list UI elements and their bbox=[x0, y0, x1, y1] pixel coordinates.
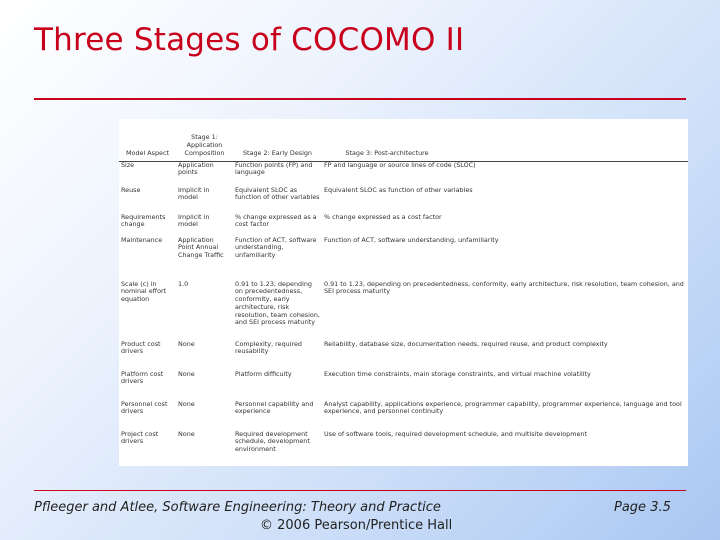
header-stage-1: Stage 1: Application Composition bbox=[184, 133, 225, 157]
table-row bbox=[119, 162, 688, 187]
cell-stage-3: Equivalent SLOC as function of other variables bbox=[324, 185, 473, 194]
cell-stage-2: Personnel capability and experience bbox=[235, 399, 314, 416]
cell-stage-1: None bbox=[178, 339, 195, 348]
cell-stage-1: Implicit in model bbox=[178, 185, 210, 202]
cocomo-table-image bbox=[119, 119, 688, 466]
page-number: Page 3.5 bbox=[614, 500, 671, 515]
cell-stage-2: Function points (FP) and language bbox=[235, 160, 313, 177]
cell-stage-2: Function of ACT, software understanding, unfamiliarity bbox=[235, 235, 317, 260]
table-row bbox=[119, 371, 688, 401]
title-divider bbox=[34, 98, 686, 100]
table-row bbox=[119, 187, 688, 214]
cell-stage-3: 0.91 to 1.23, depending on precedentedness, conformity, early architecture, risk resolution, team cohesion, and SEI process maturity bbox=[324, 279, 684, 296]
cell-aspect: Scale (c) in nominal effort equation bbox=[121, 279, 167, 304]
cell-stage-3: % change expressed as a cost factor bbox=[324, 212, 442, 221]
footer-citation: Pfleeger and Atlee, Software Engineering: Theory and Practice bbox=[34, 500, 441, 515]
cell-stage-3: Function of ACT, software understanding, unfamiliarity bbox=[324, 235, 499, 244]
cell-stage-3: FP and language or source lines of code (SLOC) bbox=[324, 160, 476, 169]
cell-stage-1: None bbox=[178, 429, 195, 438]
cocomo-stages-table bbox=[119, 127, 688, 459]
cell-aspect: Platform cost drivers bbox=[121, 369, 164, 386]
cell-aspect: Personnel cost drivers bbox=[121, 399, 168, 416]
cell-stage-1: 1.0 bbox=[178, 279, 189, 288]
cell-stage-2: % change expressed as a cost factor bbox=[235, 212, 317, 229]
footer-copyright: © 2006 Pearson/Prentice Hall bbox=[260, 518, 453, 533]
cell-stage-1: Implicit in model bbox=[178, 212, 210, 229]
footer-credit bbox=[34, 500, 464, 533]
cell-aspect: Maintenance bbox=[121, 235, 163, 244]
cell-stage-3: Use of software tools, required development schedule, and multisite development bbox=[324, 429, 587, 438]
cell-aspect: Product cost drivers bbox=[121, 339, 161, 356]
cell-stage-1: None bbox=[178, 369, 195, 378]
cell-aspect: Reuse bbox=[121, 185, 141, 194]
cell-stage-2: Required development schedule, development environment bbox=[235, 429, 310, 454]
table-row bbox=[119, 281, 688, 341]
slide-title: Three Stages of COCOMO II bbox=[34, 22, 465, 58]
table-row bbox=[119, 237, 688, 281]
cell-stage-1: Application points bbox=[178, 160, 214, 177]
cell-stage-2: 0.91 to 1.23, depending on precedentedness, conformity, early architecture, risk resolution, team cohesion, and SEI process maturity bbox=[235, 279, 320, 327]
cell-stage-1: None bbox=[178, 399, 195, 408]
table-row bbox=[119, 431, 688, 459]
cell-stage-3: Analyst capability, applications experience, programmer capability, programmer experience, language and tool experience, and personnel continuity bbox=[324, 399, 682, 416]
cell-stage-2: Complexity, required reusability bbox=[235, 339, 302, 356]
cell-stage-1: Application Point Annual Change Traffic bbox=[178, 235, 224, 260]
header-stage-2: Stage 2: Early Design bbox=[243, 148, 312, 157]
cell-aspect: Requirements change bbox=[121, 212, 166, 229]
cell-stage-2: Equivalent SLOC as function of other variables bbox=[235, 185, 320, 202]
table-row bbox=[119, 401, 688, 431]
cell-aspect: Size bbox=[121, 160, 135, 169]
header-model-aspect: Model Aspect bbox=[126, 148, 169, 157]
cell-stage-3: Reliability, database size, documentation needs, required reuse, and product complexity bbox=[324, 339, 608, 348]
header-spacer bbox=[452, 127, 688, 161]
cell-stage-3: Execution time constraints, main storage constraints, and virtual machine volatility bbox=[324, 369, 591, 378]
footer-divider bbox=[34, 490, 686, 491]
header-stage-3: Stage 3: Post-architecture bbox=[345, 148, 429, 157]
cell-aspect: Project cost drivers bbox=[121, 429, 159, 446]
table-row bbox=[119, 214, 688, 237]
cell-stage-2: Platform difficulty bbox=[235, 369, 292, 378]
table-row bbox=[119, 341, 688, 371]
